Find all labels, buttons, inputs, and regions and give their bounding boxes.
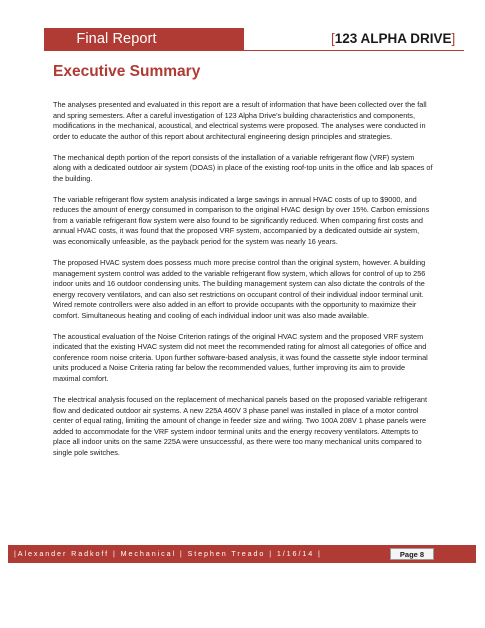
paragraph-electrical: The electrical analysis focused on the replacement of mechanical panels based on the proposed variable refrigerant flow and dedicated outdoor air systems. A new 225A 460V 3 phase panel was installed in place of a motor control center of equal rating, limiting the amount of change in feeder size and wiring. Two 100A 208V 1 phase panels were added to accommodate for the VRF system indoor terminal units and the energy recovery ventilators. Attempts to place all indoor units on the same 225A were unsuccessful, as there were too many mechanical units compared to single pole switches. [53, 395, 427, 457]
section-title: Executive Summary [53, 63, 201, 80]
project-name-heading [331, 30, 463, 48]
footer-bar [8, 545, 476, 563]
paragraph-controls: The proposed HVAC system does possess much more precise control than the original system, however. A building management system control was added to the variable refrigerant flow system, which allows for control of up to 256 indoor units and 16 outdoor condensing units. The building management system can also dictate the controls of the energy recovery ventilators, and can also set restrictions on occupant control of their individual indoor terminal unit. Wired remote controllers were also added in an effort to provide occupants with the opportunity to maximize their comfort. Simultaneous heating and cooling of each individual indoor unit was also made available. [53, 258, 426, 320]
paragraph-mechanical-depth: The mechanical depth portion of the report consists of the installation of a variable refrigerant flow (VRF) system along with a dedicated outdoor air system (DOAS) in place of the existing roof-top units in the office and lab spaces of the building. [53, 152, 433, 183]
page-number: Page 8 [390, 548, 434, 560]
project-name: 123 ALPHA DRIVE [334, 31, 452, 46]
paragraph-acoustical: The acoustical evaluation of the Noise Criterion ratings of the original HVAC system and the proposed VRF system indicated that the existing HVAC system did not meet the recommended rating for almost all categories of office and conference room noise criteria. Upon further software-based analysis, it was found the cassette style indoor terminal units produced a Noise Criteria rating far below the recommended values, further improving its aim to provide maximal comfort. [53, 331, 428, 384]
right-bracket: ] [451, 31, 456, 46]
left-bracket: [ [331, 31, 335, 46]
paragraph-vrf-analysis: The variable refrigerant flow system analysis indicated a large savings in annual HVAC costs of up to $9000, and reduces the amount of energy consumed in comparison to the original HVAC design by over 15%. Carbon emissions from a variable refrigerant flow system were also found to be significantly reduced. When comparing first costs and annual HVAC costs, it was found that the proposed VRF system, accompanied by a dedicated outside air system, was economically unfeasible, as the payback period for the system was nearly 16 years. [53, 194, 430, 247]
header-divider [44, 50, 464, 51]
paragraph-intro: The analyses presented and evaluated in this report are a result of information that have been collected over the fall and spring semesters. After a careful investigation of 123 Alpha Drive's building characteristics and components, modifications in the mechanical, acoustical, and electrical systems were proposed. The analyses were conducted in order to educate the author of this report about architectural engineering design principles and strategies. [53, 100, 427, 141]
body-text [53, 100, 433, 469]
footer-author-info: |Alexander Radkoff | Mechanical | Stephen Treado | 1/16/14 | [14, 549, 322, 558]
report-label: Final Report [76, 31, 157, 47]
